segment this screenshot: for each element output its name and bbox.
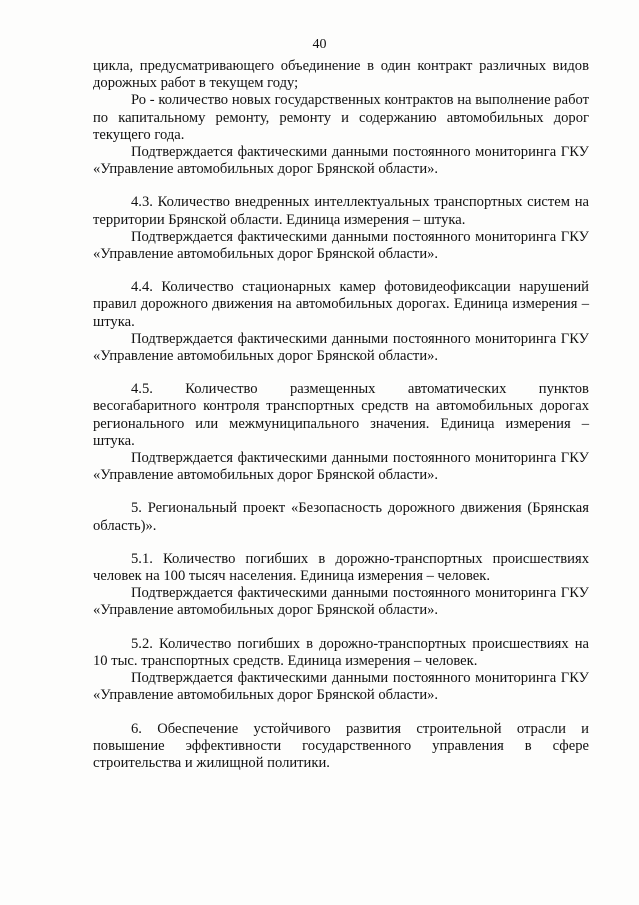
paragraph-confirmation-4: Подтверждается фактическими данными постоянного мониторинга ГКУ «Управление автомобильных дорог Брянской области». (93, 450, 589, 484)
paragraph-gap (93, 620, 589, 636)
word: 4.5. (131, 381, 153, 398)
word: Количество (185, 381, 258, 398)
paragraph-cycle-definition: цикла, предусматривающего объединение в один контракт различных видов дорожных работ в текущем году; (93, 58, 589, 92)
paragraph-gap (93, 484, 589, 500)
word: автоматических (407, 381, 507, 398)
paragraph-4-5-first-line (93, 381, 589, 398)
paragraph-4-4: 4.4. Количество стационарных камер фотовидеофиксации нарушений правил дорожного движения на автомобильных дорогах. Единица измерения – штука. (93, 279, 589, 330)
paragraph-5-1: 5.1. Количество погибших в дорожно-транспортных происшествиях человек на 100 тысяч населения. Единица измерения – человек. (93, 550, 589, 585)
paragraph-confirmation-6: Подтверждается фактическими данными постоянного мониторинга ГКУ «Управление автомобильных дорог Брянской области». (93, 670, 589, 704)
paragraph-confirmation-2: Подтверждается фактическими данными постоянного мониторинга ГКУ «Управление автомобильных дорог Брянской области». (93, 228, 589, 263)
page-number: 40 (312, 37, 327, 52)
document-body (93, 58, 589, 772)
paragraph-section-5: 5. Региональный проект «Безопасность дорожного движения (Брянская область)». (93, 500, 589, 534)
paragraph-gap (93, 535, 589, 551)
paragraph-gap (93, 263, 589, 279)
paragraph-confirmation-1: Подтверждается фактическими данными постоянного мониторинга ГКУ «Управление автомобильных дорог Брянской области». (93, 144, 589, 178)
word: пунктов (538, 381, 589, 398)
paragraph-gap (93, 178, 589, 194)
paragraph-confirmation-5: Подтверждается фактическими данными постоянного мониторинга ГКУ «Управление автомобильных дорог Брянской области». (93, 585, 589, 619)
paragraph-gap (93, 705, 589, 721)
paragraph-4-5-rest: весогабаритного контроля транспортных средств на автомобильных дорогах регионального или межмуниципального значения. Единица измерения – штука. (93, 398, 589, 449)
paragraph-5-2: 5.2. Количество погибших в дорожно-транспортных происшествиях на 10 тыс. транспортных средств. Единица измерения – человек. (93, 635, 589, 669)
paragraph-gap (93, 365, 589, 381)
paragraph-ro-definition: Ро - количество новых государственных контрактов на выполнение работ по капитальному ремонту, ремонту и содержанию автомобильных дорог текущего года. (93, 92, 589, 143)
paragraph-confirmation-3: Подтверждается фактическими данными постоянного мониторинга ГКУ «Управление автомобильных дорог Брянской области». (93, 330, 589, 365)
paragraph-4-3: 4.3. Количество внедренных интеллектуальных транспортных систем на территории Брянской области. Единица измерения – штука. (93, 194, 589, 228)
paragraph-section-6: 6. Обеспечение устойчивого развития строительной отрасли и повышение эффективности государственного управления в сфере строительства и жилищной политики. (93, 720, 589, 771)
word: размещенных (290, 381, 376, 398)
